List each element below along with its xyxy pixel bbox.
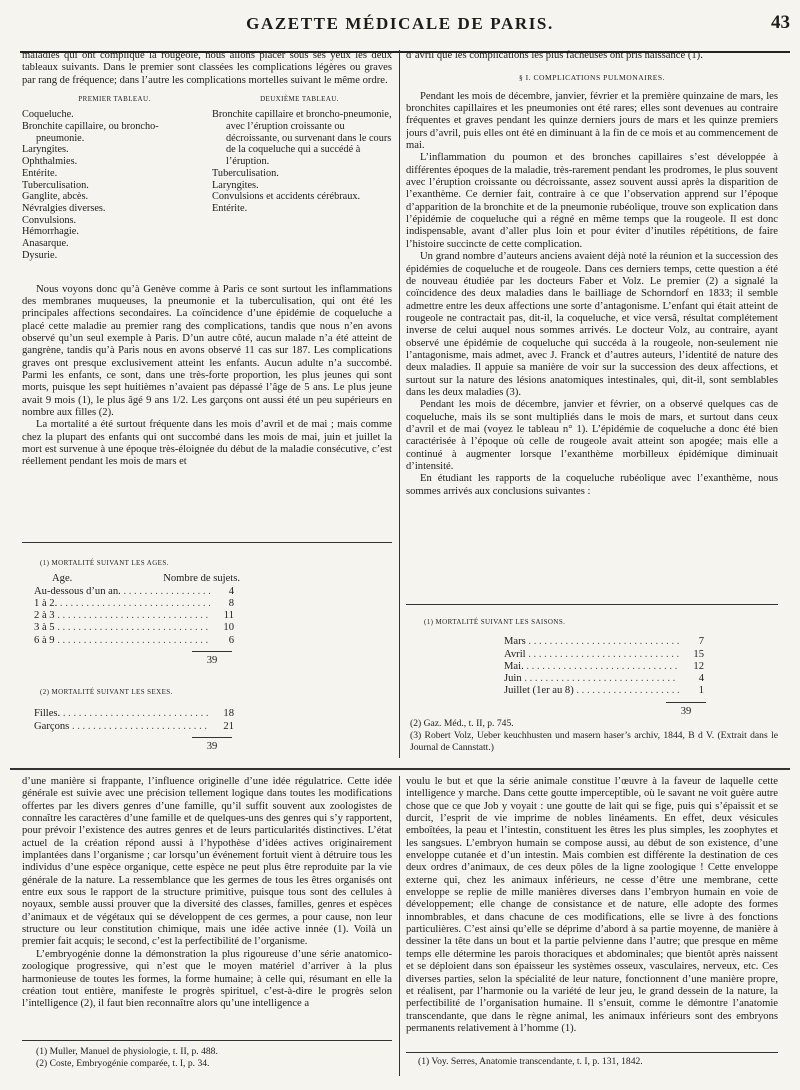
stat-value: 4 — [698, 673, 704, 685]
table1-item: Tuberculisation. — [22, 179, 89, 191]
stat-label: Juillet (1er au 8) . . . — [504, 685, 680, 697]
table2-item: Tuberculisation. — [212, 167, 279, 179]
right-paragraph-4: Pendant les mois de décembre, janvier et février, on a observé quelques cas de coqueluche, mais ils se sont multipliés dans le mois de mars, et surtout dans ceux d’avril et de mai (voyez le tableau n° 1). L’épidémie de coqueluche a donc été bien caractérisée à l’époque où celle de rougeole avait atteint son apogée; mais elle a continué à augmenter lorsque l’exanthème morbilleux épidémique diminuait d’intensité. — [406, 399, 778, 472]
left-footnote-rule — [22, 542, 392, 543]
left-paragraph-2: La mortalité a été surtout fréquente dans les mois d’avril et de mai ; mais comme chez la plupart des enfants qui ont succombé dans les mois de mai, juin et juillet la mort est survenue à une époque très-éloignée du début de la maladie consécutive, c’est réellement pendant les mois de mars et — [22, 419, 392, 468]
complications-tables — [22, 109, 392, 261]
sexes-total-rule — [192, 737, 232, 738]
stat-row — [34, 708, 234, 720]
seasons-total-rule — [666, 702, 706, 703]
footnote: (2) Gaz. Méd., t. II, p. 745. — [410, 718, 514, 729]
ages-total-rule — [192, 651, 232, 652]
complications-tables-header — [22, 93, 392, 105]
stat-label: Juin . . . — [504, 673, 680, 685]
right-column — [406, 50, 778, 606]
table1-item: Anasarque. — [22, 238, 69, 250]
right-paragraph-2: L’inflammation du poumon et des bronches capillaires s’est développée à différentes époques de la maladie, très-rarement pendant les prodromes, le plus souvent avec l’éruption croissante ou décroissante, assez souvent aussi après la disparition de l’exanthème. Ce dernier fait, contraire à ce que l’observation apprend sur l’époque d’apparition de la bronchite et de la pneumonie rubéolique, trouve son explication dans l’épidémie de coqueluche qui a régné en même temps que la rougeole. Il est donc indispensable, avant d’aller plus loin et pour éviter d’inutiles répétitions, de faire l’histoire succincte de cette complication. — [406, 152, 778, 250]
table1-list — [22, 109, 202, 261]
column-divider-lower — [399, 776, 400, 1076]
stat-row — [34, 622, 234, 634]
table2-item: Laryngites. — [212, 179, 259, 191]
page-header — [0, 12, 800, 42]
table2-list — [212, 109, 392, 261]
lower-left-paragraph-2: L’embryogénie donne la démonstration la plus rigoureuse d’une série anatomico-zoologique progressive, qui n’est que le moyen matériel d’arriver à la plus harmonieuse de toutes les formes, la forme humaine; à celle qui, résumant en elle la création tout entière, manifeste le progrès spirituel, c’est-à-dire le progrès selon l’intelligence (2), il faut bien reconnaître alors qu’une intelligence a — [22, 948, 392, 1010]
sexes-table — [22, 682, 392, 762]
table2-heading: DEUXIÈME TABLEAU. — [260, 95, 339, 104]
footnote: (2) Coste, Embryogénie comparée, t. I, p. 34. — [36, 1057, 210, 1069]
lower-section-rule — [10, 768, 790, 770]
stat-value: 11 — [223, 610, 234, 622]
table1-item: Ophthalmies. — [22, 156, 78, 168]
right-paragraph-5: En étudiant les rapports de la coqueluche rubéolique avec l’exanthème, nous sommes arrivés aux conclusions suivantes : — [406, 473, 778, 497]
left-paragraph-1: Nous voyons donc qu’à Genève comme à Paris ce sont surtout les inflammations des membranes muqueuses, la pneumonie et la tuberculisation, qui ont été les principales affections secondaires. La coïncidence d’une épidémie de coqueluche a placé cette maladie au premier rang des complications, tandis que nous n’en avons observé qu’un seul exemple à Paris. D’un autre côté, aucun malade n’a été atteint de gangrène, tandis qu’à Paris nous en avons observé 11 cas sur 187. Les complications graves ont presque exclusivement atteint les enfants. Aucun adulte n’a succombé. Parmi les enfants, ce sont, dans une très-forte proportion, les plus jeunes qui sont morts, puisque les sept huitièmes n’avaient pas dépassé l’âge de 5 ans. Le plus jeune avait 9 mois (1), le plus âgé 9 ans 1/2. Les garçons ont aussi été un peu supérieurs en nombre aux filles (2). — [22, 283, 392, 418]
stat-value: 18 — [223, 708, 234, 720]
age-column-header: Age. — [52, 573, 73, 585]
stat-label: Au-dessous d’un an. . . . — [34, 586, 210, 598]
lower-left-footnotes — [36, 1046, 392, 1086]
column-divider-upper — [399, 50, 400, 758]
upper-footnotes — [410, 718, 778, 758]
table1-item: Bronchite capillaire, ou broncho-pneumonie. — [22, 121, 159, 144]
footnote: (1) Muller, Manuel de physiologie, t. II, p. 488. — [36, 1046, 218, 1057]
stat-value: 15 — [693, 648, 704, 660]
table2-item: Entérite. — [212, 203, 248, 214]
footnote: (3) Robert Volz, Ueber keuchhusten und masern haser’s archiv, 1844, B d V. (Extrait dans le Journal de Cannstatt.) — [410, 729, 778, 753]
lower-right-footnote-rule — [406, 1052, 778, 1053]
stat-label: Filles. . . . — [34, 708, 210, 720]
stat-label: Avril . . . — [504, 649, 680, 661]
page-number: 43 — [771, 12, 790, 33]
lower-right-footnote: (1) Voy. Serres, Anatomie transcendante, t. I, p. 131, 1842. — [418, 1056, 643, 1067]
table2-item: Convulsions et accidents cérébraux. — [212, 191, 361, 203]
stat-row — [504, 636, 704, 648]
table2-item: Bronchite capillaire et broncho-pneumonie, avec l’éruption croissante ou décroissante, ou survenant dans le cours de la coqueluche qui a succédé à l’éruption. — [212, 109, 392, 168]
section-title: § I. COMPLICATIONS PULMONAIRES. — [518, 73, 666, 83]
stat-row — [34, 721, 234, 733]
stat-label: 2 à 3 . . . — [34, 610, 210, 622]
stat-value: 6 — [228, 634, 234, 646]
stat-value: 21 — [223, 720, 234, 732]
sexes-total: 39 — [206, 740, 218, 752]
stat-label: Garçons . . . — [34, 721, 210, 733]
stat-label: 6 à 9 . . . — [34, 635, 210, 647]
stat-row — [34, 598, 234, 610]
table1-item: Convulsions. — [22, 214, 77, 226]
masthead-title: GAZETTE MÉDICALE DE PARIS. — [246, 14, 554, 33]
table1-item: Hémorrhagie. — [22, 226, 79, 238]
seasons-table-title: (1) MORTALITÉ SUIVANT LES SAISONS. — [424, 618, 566, 626]
stat-value: 1 — [698, 685, 704, 697]
ages-table-title: (1) MORTALITÉ SUIVANT LES AGES. — [40, 559, 169, 567]
seasons-total: 39 — [680, 705, 692, 717]
table1-item: Entérite. — [22, 167, 58, 179]
stat-row — [34, 635, 234, 647]
stat-label: 1 à 2. . . . — [34, 598, 210, 610]
stat-label: Mars . . . — [504, 636, 680, 648]
table1-item: Ganglite, abcès. — [22, 191, 89, 203]
stat-row — [504, 673, 704, 685]
right-paragraph-1: Pendant les mois de décembre, janvier, février et la première quinzaine de mars, les bronchites capillaires et les pneumonies ont été rares; elles sont devenues au contraire fréquentes et graves pendant les quinze derniers jours de mars et les quinze premiers jours d’avril, puis elles ont été en diminuant à la fin de ce mois et au commencement de mai. — [406, 90, 778, 152]
stat-value: 8 — [228, 597, 234, 609]
right-footnote-rule — [406, 604, 778, 605]
stat-value: 12 — [693, 660, 704, 672]
stat-row — [504, 649, 704, 661]
stat-value: 10 — [223, 622, 234, 634]
lower-left-footnote-rule — [22, 1040, 392, 1041]
left-column — [22, 50, 392, 540]
stat-label: 3 à 5 . . . — [34, 622, 210, 634]
left-intro: maladies qui ont compliqué la rougeole, nous allons placer sous ses yeux les deux tableaux suivants. Dans le premier sont classées les complications légères ou graves par rang de fréquence; dans l’autre les complications mortelles suivant le même ordre. — [22, 50, 392, 86]
stat-row — [504, 661, 704, 673]
lower-right-paragraph-1: voulu le but et que la série animale constitue l’œuvre à la faveur de laquelle cette intelligence y marche. Dans cette goutte imperceptible, où le savant ne voit guère autre chose que ce que Job y voyait : une goutte de lait qui se fige, puis qui s’épaissit et se durcit, l’esprit de vie imprime de nobles linéaments. En effet, deux vésicules emboîtées, la peau et l’intestin, constituent les êtres les plus simples, les zoophytes et les sangsues. L’embryon humain se compose aussi, au début de son existence, d’une enveloppe cutanée et d’un intestin. Mais combien est différente la destination de ces deux ordres d’animaux, de ces deux pôles de la ligne zoologique ! Cette enveloppe externe qui, chez les animaux inférieurs, ne cesse d’être une membrane, cette enveloppe se replie de mille manières diverses dans l’embryon humain en voie de développement; elle change de consistance et de nature, elle adopte des formes innombrables, et dans chacune de ces modifications, elle se livre à des fonctions particulières. C’est ainsi qu’elle se déprime d’abord à sa partie moyenne, de manière à dessiner la tête dans un bout et la partie pelvienne dans l’autre; que presque en même temps elle détermine les parois thoraciques et abdominales; que bientôt après naissent et se déploient dans son épaisseur les systèmes osseux, vasculaires, nerveux, etc. Ces diverses parties, selon la spécialité de leur nature, fonctionnent d’une manière propre, et réalisent, par l’harmonie ou la variété de leur jeu, le grand dessein de la nature, la perfectibilité de l’organisation humaine. Il s’ensuit, comme le démontre l’anatomie transcendante, que dans le règne animal, les animaux inférieurs sont des embryons permanents relativement à l’homme (1). — [406, 776, 778, 1034]
ages-table — [22, 553, 392, 671]
ages-table-header — [40, 573, 240, 585]
stat-value: 4 — [228, 585, 234, 597]
right-paragraph-3: Un grand nombre d’auteurs anciens avaient déjà noté la réunion et la succession des épidémies de coqueluche et de rougeole. Dans ces derniers temps, cette question a été de nouveau étudiée par les docteurs Faber et Volz. Le premier (2) a signalé la coïncidence des deux maladies dans le bailliage de Schorndorf en 1833; il semble admettre entre les deux affections une sorte d’antagonisme. L’enfant qui était atteint de rougeole ne contractait pas, dit-il, la coqueluche, et vice versâ, résultat complétement inverse de celui auquel nous sommes arrivés. Le docteur Volz, au contraire, ayant observé une épidémie de coqueluche qui succéda à la rougeole, non-seulement nie l’antagonisme, mais admet, avec J. Franck et d’autres auteurs, l’identité de nature des deux maladies. Il appuie sa manière de voir sur la succession des deux affections, et surtout sur la nature des lésions anatomiques intestinales, qui, dit-il, sont semblables dans les deux maladies (3). — [406, 251, 778, 398]
right-intro: d’avril que les complications les plus fâcheuses ont pris naissance (1). — [406, 50, 703, 61]
table1-item: Névralgies diverses. — [22, 203, 106, 214]
table1-heading: PREMIER TABLEAU. — [78, 95, 151, 104]
lower-right-column — [406, 776, 778, 1050]
ages-total: 39 — [206, 655, 218, 667]
stat-row — [34, 586, 234, 598]
table1-item: Coqueluche. — [22, 109, 74, 121]
lower-left-column — [22, 776, 392, 1038]
stat-value: 7 — [698, 636, 704, 648]
table1-item: Dysurie. — [22, 249, 58, 261]
sexes-table-title: (2) MORTALITÉ SUIVANT LES SEXES. — [40, 688, 173, 696]
stat-label: Mai. . . . — [504, 661, 680, 673]
stat-row — [34, 610, 234, 622]
table1-item: Laryngites. — [22, 144, 69, 156]
stat-row — [504, 685, 704, 697]
count-column-header: Nombre de sujets. — [163, 573, 240, 585]
seasons-table — [406, 612, 778, 718]
lower-left-paragraph-1: d’une manière si frappante, l’influence originelle d’une idée régulatrice. Cette idée générale est suivie avec une précision tellement logique dans toutes les modifications offertes par les divers genres d’une famille, qu’il suffit souvent aux zoologistes de connaître les caractères d’une famille et de quelques-uns des genres qui s’y rapportent, pour prévoir l’existence des autres genres et de leurs particularités distinctives. L’état actuel de la création répond aussi à l’hypothèse d’idées actives originairement implantées dans l’organisme ; car lorsqu’un événement fortuit vient à détruire tous les individus d’une espèce organique, cette espèce ne peut plus être reproduite par la vie générale de la nature. La ressemblance que les germes de tous les êtres organisés ont entre eux sous le rapport de la structure primitive, puisque tous sont des cellules à noyaux, semble aussi prouver que la diversité des classes, familles, genres et espèces d’animaux et de végétaux qui se développent de ces germes, a pour cause, non leur structure ou leur constitution chimique, mais une idée active innée (1). Voilà un premier fait acquis; le second, c’est la perfectibilité de l’organisme. — [22, 776, 392, 948]
